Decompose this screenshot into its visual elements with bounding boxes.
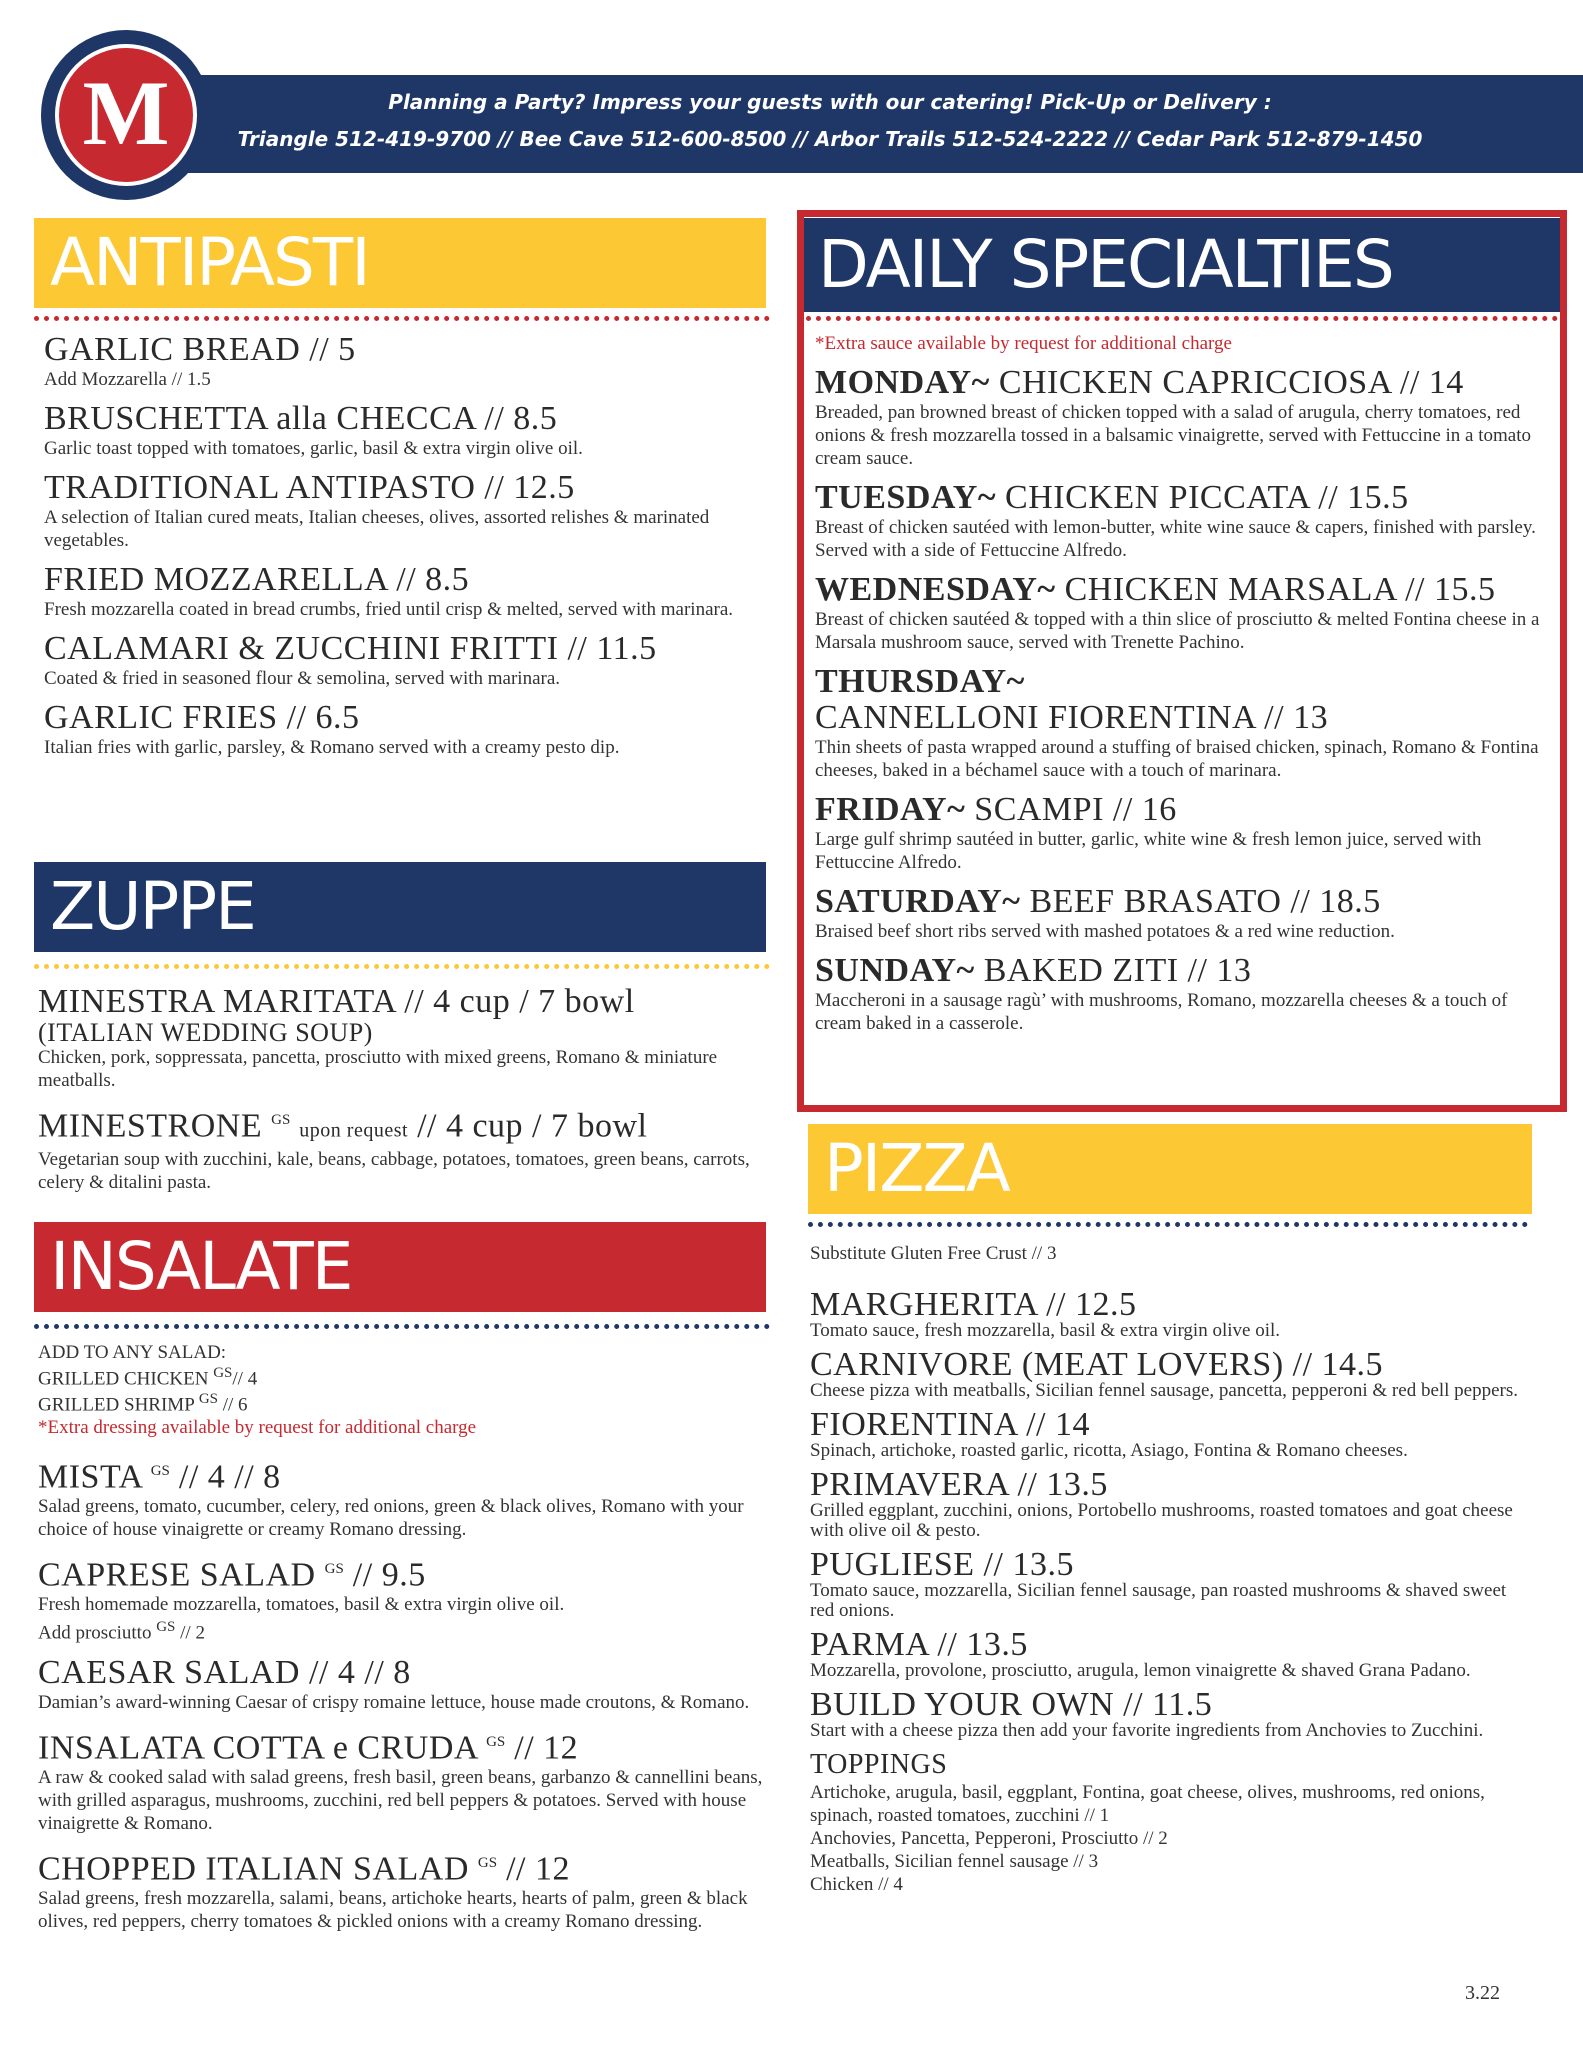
- gs-note: upon request: [299, 1119, 409, 1142]
- item-subtitle: (ITALIAN WEDDING SOUP): [38, 1018, 373, 1047]
- day-label: SATURDAY~: [815, 883, 1021, 920]
- item-price: // 4 cup / 7 bowl: [408, 1107, 648, 1145]
- item-title: GARLIC FRIES // 6.5: [44, 699, 360, 736]
- item-title: MARGHERITA // 12.5: [810, 1286, 1137, 1323]
- item-desc: Cheese pizza with meatballs, Sicilian fennel sausage, pancetta, pepperoni & red bell peppers.: [810, 1380, 1519, 1401]
- insalate-divider: [34, 1324, 770, 1329]
- specialties-title: DAILY SPECIALTIES: [818, 226, 1393, 303]
- menu-item: [38, 1551, 768, 1645]
- special-item: [815, 572, 1553, 654]
- item-desc: Chicken, pork, soppressata, pancetta, prosciutto with mixed greens, Romano & miniature meatballs.: [38, 1047, 718, 1091]
- zuppe-title: ZUPPE: [50, 868, 255, 945]
- insalate-banner: [34, 1222, 766, 1312]
- dish-name: CHICKEN MARSALA // 15.5: [1055, 571, 1496, 608]
- item-desc: Tomato sauce, fresh mozzarella, basil & extra virgin olive oil.: [810, 1320, 1280, 1341]
- dish-name: BEEF BRASATO // 18.5: [1020, 883, 1381, 920]
- gluten-sensitive-mark: GS: [486, 1733, 506, 1750]
- menu-item: [38, 1655, 768, 1714]
- item-title: BRUSCHETTA alla CHECCA // 8.5: [44, 400, 558, 437]
- toppings-line: Chicken // 4: [810, 1874, 903, 1895]
- item-desc: Large gulf shrimp sautéed in butter, garlic, white wine & fresh lemon juice, served with Fettuccine Alfredo.: [815, 829, 1482, 873]
- item-desc: A raw & cooked salad with salad greens, fresh basil, green beans, garbanzo & cannellini beans, with grilled asparagus, mushrooms, zucchini, red bell peppers & potatoes. Served with house vinaigrette & Romano.: [38, 1766, 763, 1834]
- zuppe-list: [38, 984, 768, 1204]
- item-addon: Add prosciutto $^{GS}$ // 2: [38, 1619, 205, 1644]
- day-label: MONDAY~: [815, 364, 990, 401]
- pizza-banner: [808, 1124, 1532, 1214]
- item-title: CARNIVORE (MEAT LOVERS) // 14.5: [810, 1346, 1384, 1383]
- menu-item: [38, 1724, 768, 1835]
- item-name: MINESTRONE: [38, 1107, 263, 1145]
- item-desc: Add Mozzarella // 1.5: [44, 369, 211, 390]
- special-item: [815, 792, 1553, 874]
- antipasti-banner: [34, 218, 766, 308]
- item-title: FIORENTINA // 14: [810, 1406, 1090, 1443]
- gluten-sensitive-mark: GS: [477, 1854, 498, 1871]
- gluten-free-note: Substitute Gluten Free Crust // 3: [810, 1243, 1057, 1264]
- item-title: INSALATA COTTA e CRUDA $^{GS}$ // 12: [38, 1728, 579, 1766]
- menu-item: [810, 1626, 1530, 1681]
- item-title: MISTA $^{GS}$ // 4 // 8: [38, 1457, 281, 1495]
- logo: [55, 44, 197, 186]
- item-title: GARLIC BREAD // 5: [44, 331, 356, 368]
- menu-item: [810, 1686, 1530, 1741]
- toppings-line: Anchovies, Pancetta, Pepperoni, Prosciutto // 2: [810, 1828, 1168, 1849]
- menu-item: [44, 401, 764, 460]
- item-desc: Salad greens, tomato, cucumber, celery, red onions, green & black olives, Romano with your choice of house vinaigrette or creamy Romano dressing.: [38, 1495, 744, 1540]
- item-desc: Garlic toast topped with tomatoes, garlic, basil & extra virgin olive oil.: [44, 438, 583, 459]
- menu-item: [38, 984, 768, 1092]
- item-title: [815, 365, 1553, 401]
- pizza-title: PIZZA: [824, 1130, 1009, 1207]
- menu-item: [44, 631, 764, 690]
- item-desc: Mozzarella, provolone, prosciutto, arugula, lemon vinaigrette & shaved Grana Padano.: [810, 1660, 1471, 1681]
- toppings-title: TOPPINGS: [810, 1749, 948, 1780]
- logo-letter: M: [82, 62, 170, 164]
- item-desc: Spinach, artichoke, roasted garlic, ricotta, Asiago, Fontina & Romano cheeses.: [810, 1440, 1408, 1461]
- item-title: PARMA // 13.5: [810, 1626, 1028, 1663]
- item-desc: Fresh mozzarella coated in bread crumbs, fried until crisp & melted, served with marinara.: [44, 599, 734, 620]
- dish-name: CHICKEN PICCATA // 15.5: [996, 479, 1409, 516]
- item-title: CALAMARI & ZUCCHINI FRITTI // 11.5: [44, 630, 657, 667]
- item-title: CAPRESE SALAD $^{GS}$ // 9.5: [38, 1556, 426, 1594]
- item-desc: Breast of chicken sautéed & topped with a thin slice of prosciutto & melted Fontina cheese in a Marsala mushroom sauce, served with Trenette Pachino.: [815, 609, 1540, 653]
- menu-item: [38, 1845, 768, 1933]
- menu-item: [44, 332, 764, 391]
- item-desc: Tomato sauce, mozzarella, Sicilian fennel sausage, pan roasted mushrooms & shaved sweet red onions.: [810, 1580, 1507, 1621]
- special-item: [815, 884, 1553, 943]
- item-title: PRIMAVERA // 13.5: [810, 1466, 1108, 1503]
- item-desc: Breaded, pan browned breast of chicken topped with a salad of arugula, cherry tomatoes, red onions & fresh mozzarella tossed in a balsamic vinaigrette, served with Fettuccine in a tomato cream sauce.: [815, 402, 1531, 469]
- item-title: [815, 572, 1553, 608]
- item-desc: Start with a cheese pizza then add your favorite ingredients from Anchovies to Zucchini.: [810, 1720, 1484, 1741]
- day-label: THURSDAY~: [815, 663, 1025, 700]
- menu-item: [810, 1546, 1530, 1621]
- toppings-line: Meatballs, Sicilian fennel sausage // 3: [810, 1851, 1099, 1872]
- item-desc: Maccheroni in a sausage ragù’ with mushrooms, Romano, mozzarella cheeses & a touch of cream baked in a casserole.: [815, 990, 1508, 1034]
- antipasti-title: ANTIPASTI: [50, 224, 369, 301]
- day-label: SUNDAY~: [815, 952, 975, 989]
- zuppe-divider: [34, 964, 770, 969]
- item-desc: Vegetarian soup with zucchini, kale, beans, cabbage, potatoes, tomatoes, green beans, carrots, celery & ditalini pasta.: [38, 1149, 750, 1194]
- pizza-divider: [808, 1222, 1528, 1227]
- item-desc: A selection of Italian cured meats, Italian cheeses, olives, assorted relishes & marinated vegetables.: [44, 507, 710, 551]
- item-title: [815, 884, 1553, 920]
- gluten-sensitive-mark: GS: [324, 1560, 344, 1577]
- item-title: [815, 664, 1553, 700]
- item-title: PUGLIESE // 13.5: [810, 1546, 1074, 1583]
- menu-item: [44, 700, 764, 759]
- item-title: [815, 792, 1553, 828]
- gluten-sensitive-mark: GS: [156, 1619, 176, 1636]
- catering-text: [190, 84, 1470, 158]
- specialties-divider: [806, 316, 1558, 321]
- item-desc: Italian fries with garlic, parsley, & Romano served with a creamy pesto dip.: [44, 737, 620, 758]
- item-title: MINESTRA MARITATA // 4 cup / 7 bowl: [38, 983, 635, 1020]
- catering-line-2: Triangle 512-419-9700 // Bee Cave 512-600-8500 // Arbor Trails 512-524-2222 // Cedar Park 512-879-1450: [237, 127, 1423, 151]
- gluten-sensitive-mark: GS: [213, 1365, 233, 1381]
- item-title: TRADITIONAL ANTIPASTO // 12.5: [44, 469, 575, 506]
- dish-name: CHICKEN CAPRICCIOSA // 14: [989, 364, 1464, 401]
- toppings: [810, 1749, 1530, 1896]
- add-to-salad-label: ADD TO ANY SALAD:: [38, 1342, 227, 1363]
- gluten-sensitive-mark: GS: [150, 1462, 170, 1479]
- specialties-banner: [804, 218, 1560, 312]
- item-desc: Breast of chicken sautéed with lemon-butter, white wine sauce & capers, finished with parsley. Served with a side of Fettuccine Alfredo.: [815, 517, 1536, 561]
- item-title: [815, 953, 1553, 989]
- menu-item: [810, 1406, 1530, 1461]
- item-desc: Grilled eggplant, zucchini, onions, Portobello mushrooms, roasted tomatoes and goat cheese with olive oil & pesto.: [810, 1500, 1513, 1541]
- item-title: FRIED MOZZARELLA // 8.5: [44, 561, 470, 598]
- add-chicken: GRILLED CHICKEN $^{GS}$// 4: [38, 1365, 258, 1390]
- zuppe-banner: [34, 862, 766, 952]
- page-number: 3.22: [1465, 1982, 1500, 2004]
- dish-name: CANNELLONI FIORENTINA // 13: [815, 699, 1329, 736]
- sauce-note: *Extra sauce available by request for additional charge: [815, 333, 1232, 354]
- dish-name: BAKED ZITI // 13: [974, 952, 1252, 989]
- dish-name: SCAMPI // 16: [965, 791, 1177, 828]
- day-label: FRIDAY~: [815, 791, 966, 828]
- item-title: BUILD YOUR OWN // 11.5: [810, 1686, 1213, 1723]
- insalate-title: INSALATE: [50, 1228, 352, 1305]
- item-title: [815, 480, 1553, 516]
- day-label: WEDNESDAY~: [815, 571, 1056, 608]
- dressing-note: *Extra dressing available by request for additional charge: [38, 1416, 477, 1438]
- day-label: TUESDAY~: [815, 479, 997, 516]
- special-item: [815, 664, 1553, 782]
- item-title: [38, 1102, 768, 1148]
- specialties-list: [815, 332, 1553, 1045]
- antipasti-list: [44, 332, 764, 769]
- item-desc: Damian’s award-winning Caesar of crispy romaine lettuce, house made croutons, & Romano.: [38, 1691, 750, 1713]
- toppings-line: Artichoke, arugula, basil, eggplant, Fontina, goat cheese, olives, mushrooms, red onions, spinach, roasted tomatoes, zucchini // 1: [810, 1782, 1485, 1826]
- insalate-list: [38, 1342, 768, 1943]
- item-desc: Salad greens, fresh mozzarella, salami, beans, artichoke hearts, hearts of palm, green & black olives, red peppers, cherry tomatoes & pickled onions with a creamy Romano dressing.: [38, 1888, 748, 1933]
- item-desc: Thin sheets of pasta wrapped around a stuffing of braised chicken, spinach, Romano & Fontina cheeses, baked in a béchamel sauce with a touch of marinara.: [815, 737, 1539, 781]
- gluten-sensitive-mark: GS: [271, 1112, 291, 1128]
- special-item: [815, 953, 1553, 1035]
- pizza-list: [810, 1242, 1530, 1906]
- gluten-sensitive-mark: GS: [198, 1391, 218, 1408]
- item-desc: Braised beef short ribs served with mashed potatoes & a red wine reduction.: [815, 921, 1395, 942]
- menu-item: [810, 1346, 1530, 1401]
- menu-item: [38, 1102, 768, 1194]
- menu-item: [44, 562, 764, 621]
- special-item: [815, 365, 1553, 470]
- menu-item: [810, 1466, 1530, 1541]
- item-title: CAESAR SALAD // 4 // 8: [38, 1653, 411, 1691]
- item-title: CHOPPED ITALIAN SALAD $^{GS}$ // 12: [38, 1850, 570, 1888]
- special-item: [815, 480, 1553, 562]
- menu-item: [810, 1286, 1530, 1341]
- item-desc: Coated & fried in seasoned flour & semolina, served with marinara.: [44, 668, 561, 689]
- menu-item: [38, 1453, 768, 1541]
- catering-line-1: Planning a Party? Impress your guests with our catering! Pick-Up or Delivery :: [388, 90, 1272, 114]
- menu-item: [44, 470, 764, 552]
- antipasti-divider: [34, 316, 770, 321]
- add-shrimp: GRILLED SHRIMP $^{GS}$ // 6: [38, 1391, 248, 1416]
- item-desc: Fresh homemade mozzarella, tomatoes, basil & extra virgin olive oil.: [38, 1594, 565, 1616]
